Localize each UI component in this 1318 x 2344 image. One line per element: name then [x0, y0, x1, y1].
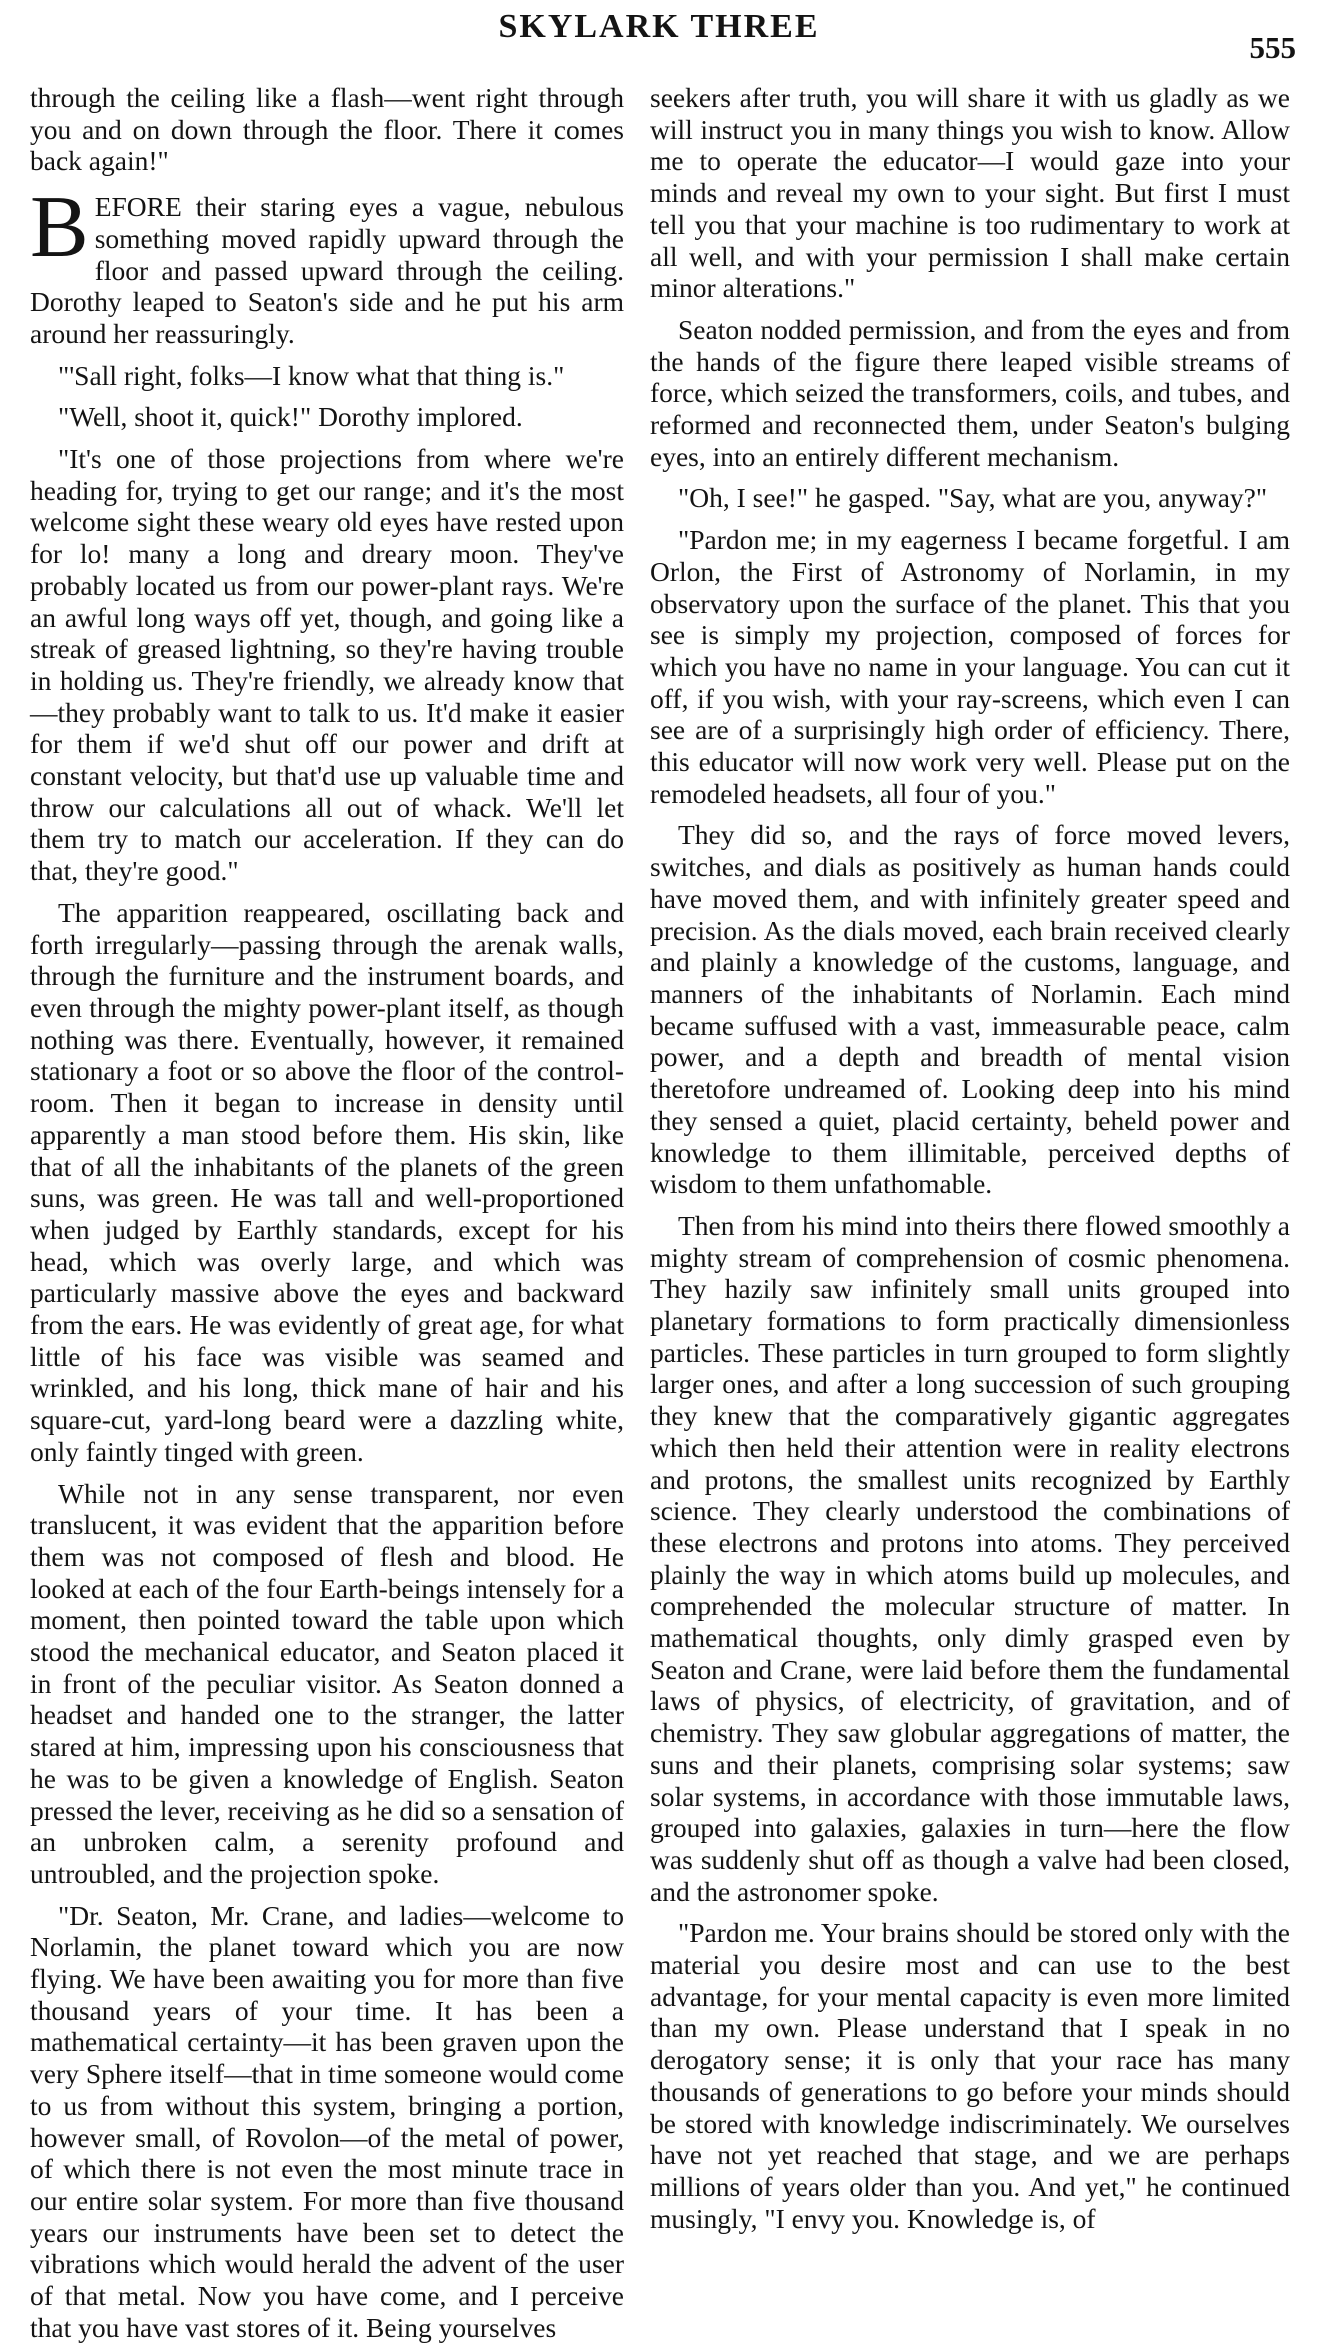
left-column	[30, 82, 624, 2343]
page-number: 555	[1249, 30, 1296, 65]
paragraph: They did so, and the rays of force moved levers, switches, and dials as positively as human hands could have moved them, and with infinitely greater speed and precision. As the dials moved, each brain received clearly and plainly a knowledge of the customs, language, and manners of the inhabitants of Norlamin. Each mind became suffused with a vast, immeasurable peace, calm power, and a depth and breadth of mental vision theretofore undreamed of. Looking deep into his mind they sensed a quiet, placid certainty, beheld power and knowledge to them illimitable, perceived depths of wisdom to them unfathomable.	[650, 819, 1290, 1200]
paragraph: through the ceiling like a flash—went right through you and on down through the floor. There it comes back again!"	[30, 82, 624, 177]
paragraph: "Pardon me; in my eagerness I became forgetful. I am Orlon, the First of Astronomy of Norlamin, in my observatory upon the surface of the planet. This that you see is simply my projection, composed of forces for which you have no name in your language. You can cut it off, if you wish, with your ray-screens, which even I can see are of a surprisingly high order of efficiency. There, this educator will now work very well. Please put on the remodeled headsets, all four of you."	[650, 524, 1290, 809]
running-title: SKYLARK THREE	[498, 8, 820, 45]
paragraph: "Pardon me. Your brains should be stored only with the material you desire most and can use to the best advantage, for your mental capacity is even more limited than my own. Please understand that I speak in no derogatory sense; it is only that your race has many thousands of generations to go before your minds should be stored with knowledge indiscriminately. We ourselves have not yet reached that stage, and we are perhaps millions of years older than you. And yet," he continued musingly, "I envy you. Knowledge is, of	[650, 1917, 1290, 2234]
paragraph: "Dr. Seaton, Mr. Crane, and ladies—welcome to Norlamin, the planet toward which you are now flying. We have been awaiting you for more than five thousand years of your time. It has been a mathematical certainty—it has been graven upon the very Sphere itself—that in time someone would come to us from without this system, bringing a portion, however small, of Rovolon—of the metal of power, of which there is not even the most minute trace in our entire solar system. For more than five thousand years our instruments have been set to detect the vibrations which would herald the advent of the user of that metal. Now you have come, and I perceive that you have vast stores of it. Being yourselves	[30, 1899, 624, 2343]
paragraph: The apparition reappeared, oscillating back and forth irregularly—passing through the arenak walls, through the furniture and the instrument boards, and even through the mighty power-plant itself, as though nothing was there. Eventually, however, it remained stationary a foot or so above the floor of the control-room. Then it began to increase in density until apparently a man stood before them. His skin, like that of all the inhabitants of the planets of the green suns, was green. He was tall and well-proportioned when judged by Earthly standards, except for his head, which was overly large, and which was particularly massive above the eyes and backward from the ears. He was evidently of great age, for what little of his face was visible was seamed and wrinkled, and his long, thick mane of hair and his square-cut, yard-long beard were a dazzling white, only faintly tinged with green.	[30, 896, 624, 1467]
right-column	[650, 82, 1290, 2234]
section-start-paragraph: BEFORE their staring eyes a vague, nebulous something moved rapidly upward through the floor and passed upward through the ceiling. Dorothy leaped to Seaton's side and he put his arm around her reassuringly.	[30, 179, 624, 349]
paragraph: Then from his mind into theirs there flowed smoothly a mighty stream of comprehension of cosmic phenomena. They hazily saw infinitely small units grouped into planetary formations to form practically dimensionless particles. These particles in turn grouped to form slightly larger ones, and after a long succession of such grouping they knew that the comparatively gigantic aggregates which then held their attention were in reality electrons and protons, the smallest units recognized by Earthly science. They clearly understood the combinations of these electrons and protons into atoms. They perceived plainly the way in which atoms build up molecules, and comprehended the molecular structure of matter. In mathematical thoughts, only dimly grasped even by Seaton and Crane, were laid before them the fundamental laws of physics, of electricity, of gravitation, and of chemistry. They saw globular aggregations of matter, the suns and their planets, comprising solar systems; saw solar systems, in accordance with those immutable laws, grouped into galaxies, galaxies in turn—here the flow was suddenly shut off as though a valve had been closed, and the astronomer spoke.	[650, 1209, 1290, 1907]
paragraph: "Well, shoot it, quick!" Dorothy implored.	[58, 401, 523, 433]
paragraph: "'Sall right, folks—I know what that thing is."	[58, 359, 565, 391]
paragraph: "It's one of those projections from where we're heading for, trying to get our range; and it's the most welcome sight these weary old eyes have rested upon for lo! many a long and dreary moon. They've probably located us from our power-plant rays. We're an awful long ways off yet, though, and going like a streak of greased lightning, so they're having trouble in holding us. They're friendly, we already know that—they probably want to talk to us. It'd make it easier for them if we'd shut off our power and drift at constant velocity, but that'd use up valuable time and throw our calculations all out of whack. We'll let them try to match our acceleration. If they can do that, they're good."	[30, 443, 624, 887]
paragraph: While not in any sense transparent, nor even translucent, it was evident that the apparition before them was not composed of flesh and blood. He looked at each of the four Earth-beings intensely for a moment, then pointed toward the table upon which stood the mechanical educator, and Seaton placed it in front of the peculiar visitor. As Seaton donned a headset and handed one to the stranger, the latter stared at him, impressing upon his consciousness that he was to be given a knowledge of English. Seaton pressed the lever, receiving as he did so a sensation of an unbroken calm, a serenity profound and untroubled, and the projection spoke.	[30, 1477, 624, 1889]
paragraph: seekers after truth, you will share it with us gladly as we will instruct you in many things you wish to know. Allow me to operate the educator—I would gaze into your minds and reveal my own to your sight. But first I must tell you that your machine is too rudimentary to work at all well, and with your permission I shall make certain minor alterations."	[650, 82, 1290, 304]
paragraph: "Oh, I see!" he gasped. "Say, what are you, anyway?"	[678, 482, 1268, 514]
paragraph: Seaton nodded permission, and from the eyes and from the hands of the figure there leaped visible streams of force, which seized the transformers, coils, and tubes, and reformed and reconnected them, under Seaton's bulging eyes, into an entirely different mechanism.	[650, 313, 1290, 472]
